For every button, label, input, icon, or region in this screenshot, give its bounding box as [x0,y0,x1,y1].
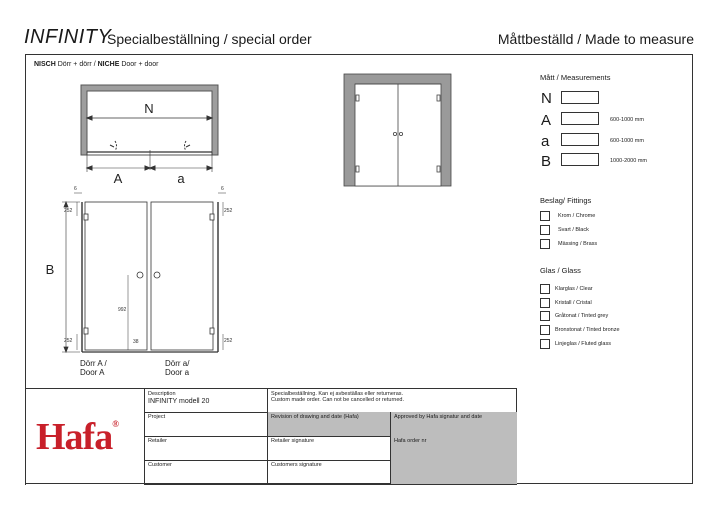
special-note-line2: Custom made order. Can not be cancelled or returned. [271,397,404,403]
meas-input-a-lower[interactable] [561,133,599,146]
approved-label: Approved by Hafa signatur and date [394,414,483,420]
dim-6-left: 6 [74,186,77,192]
plan-dim-a-lower: a [177,171,185,186]
made-to-measure-title: Måttbeställd / Made to measure [497,31,694,47]
customer-cell[interactable] [144,460,268,485]
special-note-line1: Specialbeställning. Kan ej avbeställas eller returneras. [271,391,404,397]
door-a-small-label-en: Door a [165,368,190,377]
dim-252-bottom-right: 252 [224,338,233,344]
preview-view [344,74,451,186]
approved-cell[interactable] [390,412,517,437]
meas-range-a-upper: 600-1000 mm [610,117,644,123]
measurements-title: Mått / Measurements [540,73,611,82]
meas-range-a-lower: 600-1000 mm [610,138,644,144]
plan-view [81,85,218,172]
fitting-chrome-checkbox[interactable] [540,211,550,221]
fitting-chrome-label: Krom / Chrome [558,213,596,219]
glass-title: Glas / Glass [540,266,581,275]
dim-6-right: 6 [221,186,224,192]
dim-252-top-left: 252 [64,208,73,214]
fitting-black-label: Svart / Black [558,227,589,233]
dim-992: 992 [118,307,127,313]
customer-signature-cell[interactable] [267,460,391,485]
description-value: INFINITY modell 20 [148,398,210,405]
hafa-logo [36,415,118,459]
project-cell[interactable] [144,412,268,437]
glass-clear-checkbox[interactable] [540,284,550,294]
dim-252-top-right: 252 [224,208,233,214]
meas-range-b: 1000-2000 mm [610,158,647,164]
meas-input-a-upper[interactable] [561,112,599,125]
description-label: Description [148,391,176,397]
glass-bronze-label: Bronstonat / Tinted bronze [555,327,620,333]
meas-letter-a-lower: a [541,133,550,150]
hafa-order-label: Hafa order nr [394,438,427,444]
special-note-cell [267,389,517,413]
meas-letter-b: B [541,153,552,170]
dim-252-bottom-left: 252 [64,338,73,344]
door-a-label-sv: Dörr A / [80,359,107,368]
meas-letter-a-upper: A [541,112,552,129]
plan-dim-a-upper: A [113,171,123,186]
niche-label-text-en: Door + door [119,61,159,68]
retailer-signature-label: Retailer signature [271,438,315,444]
elevation-view [62,193,226,352]
fittings-title: Beslag/ Fittings [540,196,592,205]
fitting-brass-checkbox[interactable] [540,239,550,249]
retailer-label: Retailer [148,438,167,444]
revision-cell[interactable] [267,412,391,437]
order-type-subtitle: Specialbeställning / special order [107,31,312,47]
glass-fluted-label: Linjeglas / Fluted glass [555,341,611,347]
glass-grey-label: Gråtonat / Tinted grey [555,313,609,319]
description-cell [144,389,268,413]
door-a-small-label-sv: Dörr a/ [165,359,190,368]
meas-input-n[interactable] [561,91,599,104]
hafa-logo-registered: ® [112,419,118,429]
revision-label: Revision of drawing and date (Hafa) [271,414,359,420]
customer-signature-label: Customers signature [271,462,322,468]
hafa-logo-text: Hafa [36,416,113,458]
project-label: Project [148,414,166,420]
dim-38: 38 [133,339,139,345]
glass-cristal-checkbox[interactable] [540,298,550,308]
glass-grey-checkbox[interactable] [540,311,550,321]
glass-cristal-label: Kristall / Cristal [555,300,592,306]
door-a-label [80,359,107,377]
customer-label: Customer [148,462,172,468]
elevation-dim-b: B [45,262,55,277]
fitting-black-checkbox[interactable] [540,225,550,235]
meas-input-b[interactable] [561,153,599,166]
door-a-small-label [165,359,189,377]
glass-clear-label: Klarglas / Clear [555,286,593,292]
hafa-order-cell[interactable] [390,436,517,485]
plan-dim-n: N [144,101,154,116]
retailer-cell[interactable] [144,436,268,461]
niche-label-bold-en: NICHE [97,61,120,68]
glass-fluted-checkbox[interactable] [540,339,550,349]
niche-label-text-sv: Dörr + dörr / [55,61,98,68]
fitting-brass-label: Mässing / Brass [558,241,598,247]
niche-label-bold-sv: NISCH [34,61,56,68]
glass-bronze-checkbox[interactable] [540,325,550,335]
product-title: INFINITY [24,26,112,48]
meas-letter-n: N [541,90,552,107]
door-a-label-en: Door A [80,368,105,377]
retailer-signature-cell[interactable] [267,436,391,461]
